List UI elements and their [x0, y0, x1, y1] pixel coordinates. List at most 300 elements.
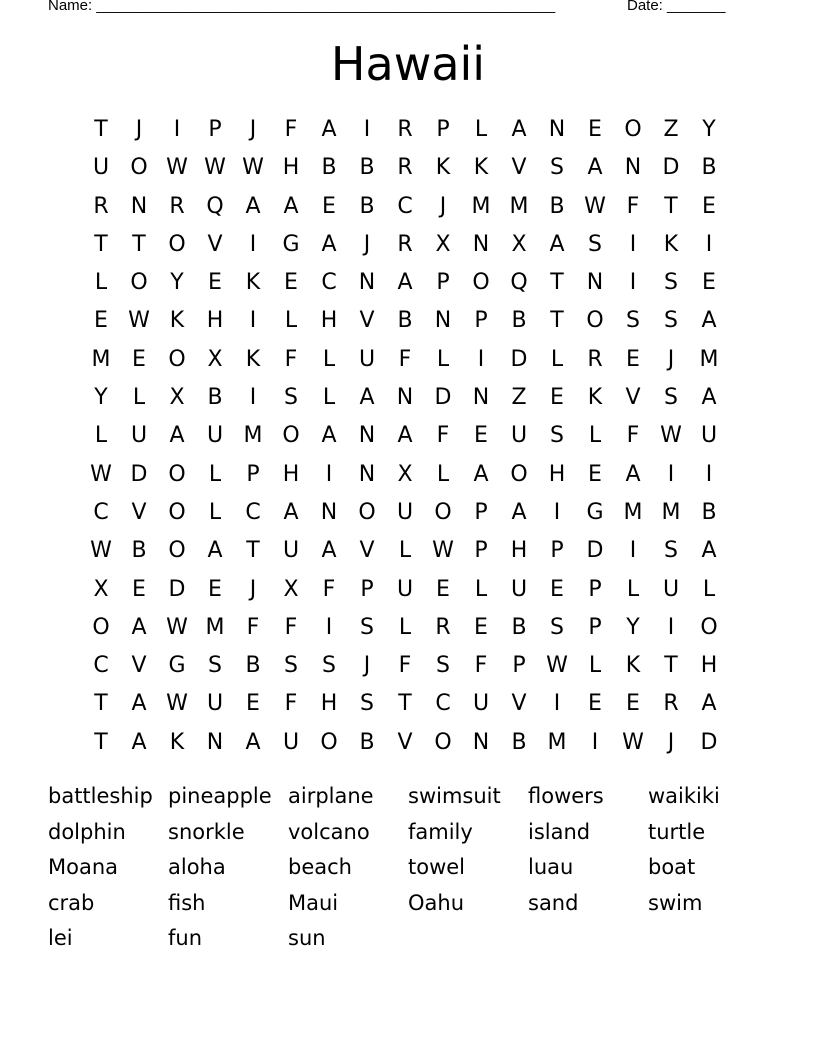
word-list-item: boat [648, 855, 696, 879]
grid-letter: D [700, 729, 718, 755]
word-list-item: aloha [168, 855, 226, 879]
grid-letter: A [701, 691, 717, 717]
grid-letter: J [363, 231, 371, 257]
grid-letter: U [510, 576, 528, 602]
grid-letter: V [207, 231, 223, 257]
grid-letter: O [168, 461, 186, 487]
grid-letter: V [131, 499, 147, 525]
grid-letter: T [94, 691, 108, 717]
grid-letter: O [510, 461, 528, 487]
word-list-item: Moana [48, 855, 119, 879]
grid-letter: J [439, 193, 447, 219]
grid-letter: W [584, 193, 606, 219]
grid-letter: V [397, 729, 413, 755]
grid-letter: L [436, 461, 450, 487]
grid-letter: X [283, 576, 299, 602]
grid-letter: B [549, 193, 565, 219]
grid-letter: S [664, 538, 678, 564]
grid-letter: R [587, 346, 603, 372]
grid-letter: Q [510, 270, 528, 296]
grid-letter: K [663, 231, 679, 257]
grid-letter: O [358, 499, 376, 525]
grid-letter: T [550, 270, 564, 296]
grid-letter: W [622, 729, 644, 755]
grid-letter: B [511, 614, 527, 640]
grid-letter: O [434, 729, 452, 755]
grid-letter: U [206, 691, 224, 717]
grid-letter: O [92, 614, 110, 640]
grid-letter: A [283, 193, 299, 219]
grid-letter: U [700, 423, 718, 449]
grid-letter: C [93, 499, 109, 525]
word-list-item: volcano [288, 819, 370, 844]
grid-letter: R [169, 193, 185, 219]
grid-letter: B [359, 193, 375, 219]
grid-letter: I [705, 461, 713, 487]
grid-letter: K [169, 308, 185, 334]
grid-letter: D [586, 538, 604, 564]
grid-letter: K [625, 653, 641, 679]
grid-letter: V [625, 385, 641, 411]
grid-letter: L [588, 423, 602, 449]
grid-letter: S [664, 385, 678, 411]
grid-letter: B [359, 729, 375, 755]
grid-letter: E [626, 346, 640, 372]
word-list-item: lei [48, 926, 73, 950]
grid-letter: T [132, 231, 146, 257]
grid-letter: B [511, 308, 527, 334]
grid-letter: V [359, 538, 375, 564]
grid-letter: E [588, 691, 602, 717]
grid-letter: L [94, 270, 108, 296]
grid-letter: L [550, 346, 564, 372]
grid-letter: P [550, 538, 564, 564]
grid-letter: F [626, 193, 640, 219]
grid-letter: A [587, 155, 603, 181]
grid-letter: N [130, 193, 148, 219]
grid-letter: U [662, 576, 680, 602]
grid-letter: P [208, 117, 222, 142]
word-list-item: Oahu [408, 890, 465, 915]
grid-letter: A [321, 423, 337, 449]
grid-letter: I [629, 538, 637, 564]
grid-letter: C [397, 193, 413, 219]
word-list-item: island [528, 819, 591, 844]
grid-letter: I [325, 614, 333, 640]
grid-letter: I [249, 385, 257, 411]
grid-letter: T [550, 308, 564, 334]
grid-letter: B [701, 499, 717, 525]
grid-letter: F [284, 117, 298, 142]
word-list-item: fish [168, 890, 206, 915]
grid-letter: W [242, 155, 264, 181]
word-list-item: pineapple [168, 784, 272, 808]
grid-letter: E [702, 270, 716, 296]
grid-letter: S [322, 653, 336, 679]
grid-letter: A [245, 193, 261, 219]
grid-letter: F [626, 423, 640, 449]
word-list-item: airplane [288, 784, 374, 808]
grid-letter: E [94, 308, 108, 334]
word-list-item: snorkle [168, 819, 245, 844]
grid-letter: N [358, 423, 376, 449]
grid-letter: R [397, 231, 413, 257]
grid-letter: S [550, 614, 564, 640]
grid-letter: J [363, 653, 371, 679]
grid-letter: K [435, 155, 451, 181]
grid-letter: T [398, 691, 412, 717]
grid-letter: A [473, 461, 489, 487]
word-list-item: towel [408, 855, 466, 879]
grid-letter: O [130, 270, 148, 296]
grid-letter: A [283, 499, 299, 525]
grid-letter: J [249, 117, 257, 142]
grid-letter: A [131, 691, 147, 717]
word-list-item: luau [528, 855, 574, 879]
grid-letter: L [588, 653, 602, 679]
grid-letter: B [701, 155, 717, 181]
grid-letter: F [436, 423, 450, 449]
grid-letter: L [284, 308, 298, 334]
grid-letter: H [548, 461, 566, 487]
grid-letter: L [94, 423, 108, 449]
grid-letter: Y [626, 614, 640, 640]
grid-letter: U [510, 423, 528, 449]
word-list-item: crab [48, 890, 95, 915]
grid-letter: I [591, 729, 599, 755]
grid-letter: O [434, 499, 452, 525]
grid-letter: I [667, 461, 675, 487]
grid-letter: N [206, 729, 224, 755]
grid-letter: I [553, 691, 561, 717]
grid-letter: A [131, 729, 147, 755]
grid-letter: K [587, 385, 603, 411]
grid-letter: S [588, 231, 602, 257]
grid-letter: A [359, 385, 375, 411]
grid-letter: U [130, 423, 148, 449]
grid-letter: O [168, 346, 186, 372]
grid-letter: Z [511, 385, 527, 411]
grid-letter: L [132, 385, 146, 411]
grid-letter: X [435, 231, 451, 257]
grid-letter: P [436, 117, 450, 142]
grid-letter: A [397, 270, 413, 296]
grid-letter: J [667, 729, 675, 755]
word-list-item: battleship [48, 784, 153, 808]
grid-letter: P [474, 538, 488, 564]
grid-letter: W [432, 538, 454, 564]
grid-letter: O [624, 117, 642, 142]
grid-letter: W [204, 155, 226, 181]
grid-letter: K [473, 155, 489, 181]
grid-letter: N [358, 461, 376, 487]
grid-letter: E [436, 576, 450, 602]
grid-letter: J [135, 117, 143, 142]
grid-letter: L [626, 576, 640, 602]
grid-letter: I [363, 117, 371, 142]
grid-letter: O [282, 423, 300, 449]
grid-letter: I [477, 346, 485, 372]
grid-letter: M [91, 346, 111, 372]
grid-letter: L [208, 461, 222, 487]
word-list-item: Maui [288, 890, 339, 915]
grid-letter: N [624, 155, 642, 181]
grid-letter: D [130, 461, 148, 487]
word-list-item: sun [288, 926, 326, 950]
grid-letter: H [282, 461, 300, 487]
grid-letter: F [474, 653, 488, 679]
grid-letter: A [397, 423, 413, 449]
grid-letter: H [320, 308, 338, 334]
grid-letter: N [472, 231, 490, 257]
grid-letter: E [246, 691, 260, 717]
grid-letter: F [398, 653, 412, 679]
grid-letter: G [282, 231, 300, 257]
grid-letter: K [245, 270, 261, 296]
grid-letter: H [700, 653, 718, 679]
grid-letter: A [245, 729, 261, 755]
grid-letter: N [320, 499, 338, 525]
grid-letter: U [396, 499, 414, 525]
grid-letter: N [472, 385, 490, 411]
grid-letter: I [553, 499, 561, 525]
grid-letter: S [208, 653, 222, 679]
grid-letter: A [321, 117, 337, 142]
grid-letter: L [322, 346, 336, 372]
grid-letter: Q [206, 193, 224, 219]
grid-letter: W [166, 691, 188, 717]
grid-letter: M [471, 193, 491, 219]
grid-letter: S [436, 653, 450, 679]
grid-letter: S [360, 691, 374, 717]
grid-letter: C [93, 653, 109, 679]
grid-letter: X [207, 346, 223, 372]
word-list-item: family [408, 819, 473, 844]
grid-letter: B [131, 538, 147, 564]
grid-letter: T [94, 117, 108, 142]
grid-letter: V [511, 155, 527, 181]
grid-letter: R [93, 193, 109, 219]
word-list-item: flowers [528, 784, 604, 808]
grid-letter: F [398, 346, 412, 372]
grid-letter: R [397, 117, 413, 142]
grid-letter: W [90, 538, 112, 564]
grid-letter: M [547, 729, 567, 755]
grid-letter: G [586, 499, 604, 525]
grid-letter: U [282, 729, 300, 755]
word-list [48, 779, 768, 957]
grid-letter: L [702, 576, 716, 602]
grid-letter: V [359, 308, 375, 334]
grid-letter: O [168, 231, 186, 257]
grid-letter: I [325, 461, 333, 487]
grid-letter: A [511, 499, 527, 525]
grid-letter: D [510, 346, 528, 372]
grid-letter: S [550, 423, 564, 449]
grid-letter: D [662, 155, 680, 181]
grid-letter: E [588, 461, 602, 487]
grid-letter: S [626, 308, 640, 334]
grid-letter: R [663, 691, 679, 717]
grid-letter: C [321, 270, 337, 296]
grid-letter: T [664, 193, 678, 219]
grid-letter: P [436, 270, 450, 296]
grid-letter: E [474, 423, 488, 449]
grid-letter: I [173, 117, 181, 142]
grid-letter: P [246, 461, 260, 487]
grid-letter: A [701, 308, 717, 334]
grid-letter: B [245, 653, 261, 679]
grid-letter: S [550, 155, 564, 181]
grid-letter: T [246, 538, 260, 564]
grid-letter: Y [702, 117, 716, 142]
grid-letter: G [168, 653, 186, 679]
grid-letter: A [701, 385, 717, 411]
grid-letter: A [321, 231, 337, 257]
grid-letter: M [243, 423, 263, 449]
grid-letter: E [322, 193, 336, 219]
grid-letter: M [623, 499, 643, 525]
grid-letter: B [321, 155, 337, 181]
word-list-item: dolphin [48, 819, 126, 844]
grid-letter: D [168, 576, 186, 602]
grid-letter: U [358, 346, 376, 372]
grid-letter: J [249, 576, 257, 602]
grid-letter: O [320, 729, 338, 755]
grid-letter: Y [94, 385, 108, 411]
grid-letter: P [360, 576, 374, 602]
grid-letter: E [474, 614, 488, 640]
grid-letter: Y [170, 270, 184, 296]
word-list-item: waikiki [648, 784, 720, 808]
grid-letter: V [511, 691, 527, 717]
grid-letter: P [474, 499, 488, 525]
grid-letter: D [434, 385, 452, 411]
grid-letter: E [702, 193, 716, 219]
word-list-item: swim [648, 890, 703, 915]
grid-letter: S [664, 270, 678, 296]
grid-letter: C [245, 499, 261, 525]
grid-letter: E [132, 576, 146, 602]
grid-letter: R [435, 614, 451, 640]
word-list-item: fun [168, 926, 203, 950]
grid-letter: T [664, 653, 678, 679]
grid-letter: H [206, 308, 224, 334]
grid-letter: B [359, 155, 375, 181]
grid-letter: A [169, 423, 185, 449]
grid-letter: O [700, 614, 718, 640]
date-field: Date: _______ [627, 0, 726, 14]
grid-letter: F [284, 614, 298, 640]
worksheet-header [48, 0, 748, 19]
grid-letter: W [166, 155, 188, 181]
grid-letter: T [94, 231, 108, 257]
grid-letter: N [358, 270, 376, 296]
grid-letter: L [398, 538, 412, 564]
grid-letter: N [434, 308, 452, 334]
grid-letter: B [397, 308, 413, 334]
grid-letter: W [128, 308, 150, 334]
grid-letter: M [205, 614, 225, 640]
grid-letter: P [512, 653, 526, 679]
grid-letter: U [282, 538, 300, 564]
grid-letter: M [509, 193, 529, 219]
page-title: Hawaii [330, 37, 486, 91]
grid-letter: U [472, 691, 490, 717]
grid-letter: L [398, 614, 412, 640]
grid-letter: U [92, 155, 110, 181]
grid-letter: B [207, 385, 223, 411]
grid-letter: X [93, 576, 109, 602]
grid-letter: F [322, 576, 336, 602]
grid-letter: W [660, 423, 682, 449]
grid-letter: L [436, 346, 450, 372]
grid-letter: S [664, 308, 678, 334]
grid-letter: B [511, 729, 527, 755]
grid-letter: I [629, 270, 637, 296]
word-list-item: turtle [648, 819, 706, 844]
grid-letter: E [208, 270, 222, 296]
grid-letter: U [206, 423, 224, 449]
grid-letter: A [625, 461, 641, 487]
grid-letter: L [474, 117, 488, 142]
grid-letter: M [699, 346, 719, 372]
grid-letter: U [396, 576, 414, 602]
grid-letter: I [705, 231, 713, 257]
grid-letter: F [284, 691, 298, 717]
grid-letter: I [667, 614, 675, 640]
grid-letter: M [661, 499, 681, 525]
grid-letter: E [208, 576, 222, 602]
grid-letter: P [588, 576, 602, 602]
grid-letter: W [166, 614, 188, 640]
grid-letter: A [321, 538, 337, 564]
grid-letter: E [132, 346, 146, 372]
grid-letter: I [629, 231, 637, 257]
grid-letter: H [282, 155, 300, 181]
grid-letter: E [284, 270, 298, 296]
grid-letter: C [435, 691, 451, 717]
grid-letter: E [550, 385, 564, 411]
grid-letter: A [511, 117, 527, 142]
grid-letter: E [626, 691, 640, 717]
grid-letter: P [588, 614, 602, 640]
grid-letter: S [284, 653, 298, 679]
grid-letter: O [168, 538, 186, 564]
grid-letter: K [245, 346, 261, 372]
grid-letter: N [472, 729, 490, 755]
grid-letter: X [397, 461, 413, 487]
grid-letter: O [586, 308, 604, 334]
grid-letter: I [249, 308, 257, 334]
grid-letter: A [701, 538, 717, 564]
grid-letter: E [588, 117, 602, 142]
letter-grid [82, 111, 728, 762]
grid-letter: S [284, 385, 298, 411]
grid-letter: H [510, 538, 528, 564]
grid-letter: A [549, 231, 565, 257]
grid-letter: L [322, 385, 336, 411]
grid-letter: K [169, 729, 185, 755]
grid-letter: F [284, 346, 298, 372]
grid-letter: L [474, 576, 488, 602]
grid-letter: N [396, 385, 414, 411]
word-list-item: beach [288, 855, 352, 879]
grid-letter: X [511, 231, 527, 257]
grid-letter: J [667, 346, 675, 372]
word-list-item: sand [528, 890, 579, 915]
grid-letter: S [360, 614, 374, 640]
